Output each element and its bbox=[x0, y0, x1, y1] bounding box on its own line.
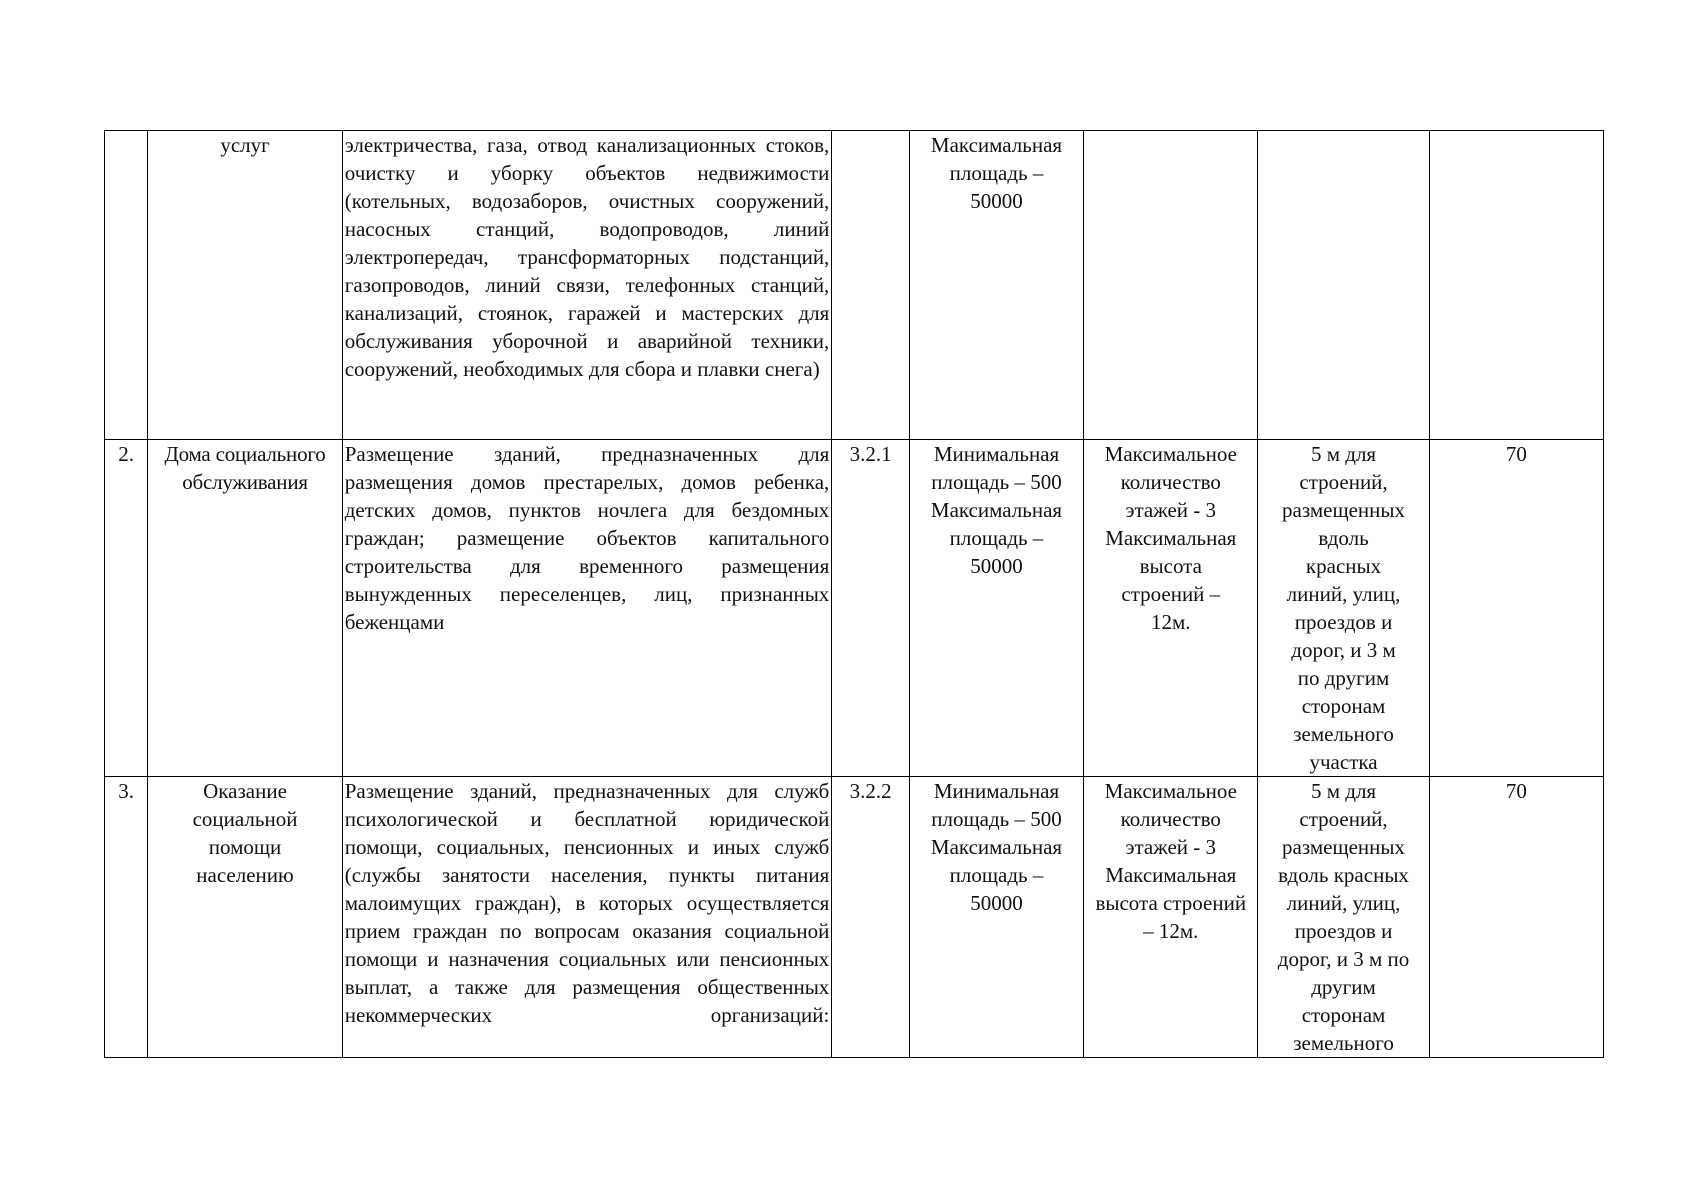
setback-cell: 5 м для строений, размещенных вдоль красных линий, улиц, проездов и дорог, и 3 м по другим сторонам земельного bbox=[1258, 777, 1429, 1058]
use-code-cell bbox=[832, 131, 910, 440]
use-description-cell: Размещение зданий, предназначенных для размещения домов престарелых, домов ребенка, детских домов, пунктов ночлега для бездомных граждан; размещение объектов капитального строительства для временного размещения вынужденных переселенцев, лиц, признанных беженцами bbox=[342, 440, 832, 777]
floors-height-cell: Максимальное количество этажей - 3 Максимальная высота строений – 12м. bbox=[1084, 440, 1258, 777]
regulation-table bbox=[104, 130, 1604, 1058]
row-number-cell: 2. bbox=[105, 440, 148, 777]
use-name-cell: Оказание социальной помощи населению bbox=[148, 777, 342, 1058]
use-code-cell: 3.2.1 bbox=[832, 440, 910, 777]
row-number-cell: 3. bbox=[105, 777, 148, 1058]
plot-area-cell: Максимальная площадь – 50000 bbox=[909, 131, 1083, 440]
use-description-cell: электричества, газа, отвод канализационных стоков, очистку и уборку объектов недвижимости (котельных, водозаборов, очистных сооружений, насосных станций, водопроводов, линий электропередач, трансформаторных подстанций, газопроводов, линий связи, телефонных станций, канализаций, стоянок, гаражей и мастерских для обслуживания уборочной и аварийной техники, сооружений, необходимых для сбора и плавки снега) bbox=[342, 131, 832, 440]
use-code-cell: 3.2.2 bbox=[832, 777, 910, 1058]
coverage-percent-cell: 70 bbox=[1429, 777, 1603, 1058]
use-name-cell: услуг bbox=[148, 131, 342, 440]
use-description-cell: Размещение зданий, предназначенных для служб психологической и бесплатной юридической помощи, социальных, пенсионных и иных служб (службы занятости населения, пункты питания малоимущих граждан), в которых осуществляется прием граждан по вопросам оказания социальной помощи и назначения социальных или пенсионных выплат, а также для размещения общественных некоммерческих организаций: bbox=[342, 777, 832, 1058]
floors-height-cell bbox=[1084, 131, 1258, 440]
table-row bbox=[105, 440, 1604, 777]
plot-area-cell: Минимальная площадь – 500 Максимальная площадь – 50000 bbox=[909, 440, 1083, 777]
coverage-percent-cell: 70 bbox=[1429, 440, 1603, 777]
table-row bbox=[105, 777, 1604, 1058]
table-row bbox=[105, 131, 1604, 440]
setback-cell bbox=[1258, 131, 1429, 440]
floors-height-cell: Максимальное количество этажей - 3 Максимальная высота строений – 12м. bbox=[1084, 777, 1258, 1058]
plot-area-cell: Минимальная площадь – 500 Максимальная площадь – 50000 bbox=[909, 777, 1083, 1058]
setback-cell: 5 м для строений, размещенных вдоль красных линий, улиц, проездов и дорог, и 3 м по другим сторонам земельного участка bbox=[1258, 440, 1429, 777]
row-number-cell bbox=[105, 131, 148, 440]
use-name-cell: Дома социального обслуживания bbox=[148, 440, 342, 777]
coverage-percent-cell bbox=[1429, 131, 1603, 440]
